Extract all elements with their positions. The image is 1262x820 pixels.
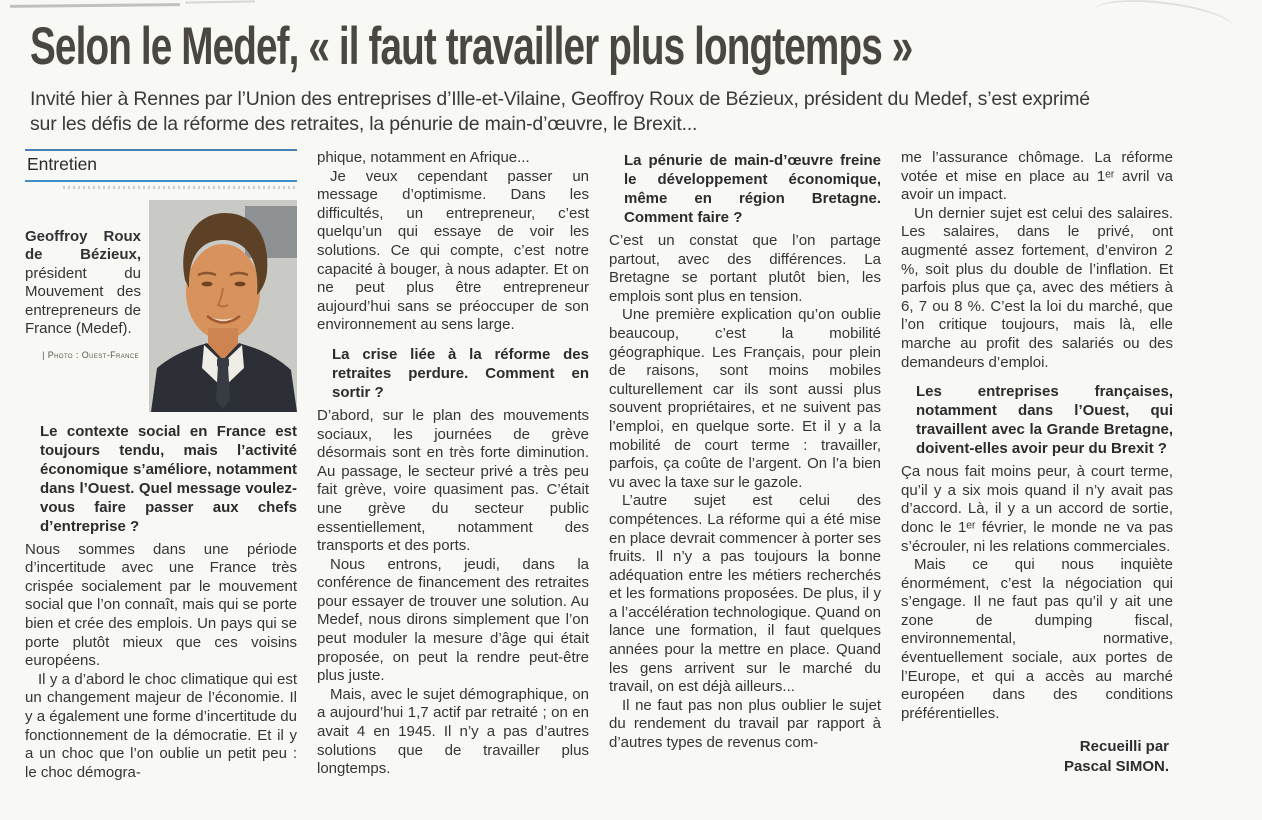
article-column-4	[901, 149, 1173, 782]
article-standfirst: Invité hier à Rennes par l’Union des entreprises d’Ille-et-Vilaine, Geoffroy Roux de Bézieux, président du Medef, s’est exprimé sur les défis de la réforme des retraites, la pénurie de main-d’œuvre, le Brexit...	[30, 88, 1090, 135]
interview-answer: Un dernier sujet est celui des salaires. Les salaires, dans le privé, ont augmenté assez fortement, d’environ 2 %, soit plus du double de l’inflation. Et parfois plus que ça, avec des métiers à 6, 7 ou 8 %. C’est la loi du marché, que l’on critique toujours, mais là, elle marche au profit des salariés ou des demandeurs d’emploi.	[901, 204, 1173, 371]
interview-answer-continuation: phique, notamment en Afrique...	[317, 149, 530, 166]
interview-question: La crise liée à la réforme des retraites perdure. Comment en sortir ?	[332, 345, 589, 401]
portrait-photo	[149, 200, 297, 412]
interview-answer: Mais ce qui nous inquiète énormément, c’est la négociation qui s’engage. Il ne faut pas qu’il y ait une zone de dumping fiscal, environnemental, normative, éventuellement sociale, aux portes de l’Europe, et qui a accès au marché européen dans des conditions préférentielles.	[901, 556, 1173, 722]
interview-answer: Il y a d’abord le choc climatique qui est un changement majeur de l’économie. Il y a également une forme d’incertitude du fonctionnement de la démocratie. Et il y a un choc que l’on oublie un petit peu : le choc démogra-	[25, 670, 297, 781]
interview-question: Les entreprises françaises, notamment dans l’Ouest, qui travaillent avec la Grande Bretagne, doivent-elles avoir peur du Brexit ?	[916, 383, 1173, 458]
byline-prefix: Recueilli par	[1079, 738, 1169, 756]
interview-answer: Nous entrons, jeudi, dans la conférence de financement des retraites pour essayer de trouver une solution. Au Medef, nous dirons simplement que l’on peut moduler la mesure d’âge qui était proposée, on peut la rendre peut-être plus juste.	[317, 555, 589, 685]
interview-answer: Une première explication qu’on oublie beaucoup, c’est la mobilité géographique. Les Français, pour plein de raisons, sont moins mobiles culturellement car ils sont aussi plus souvent propriétaires, et ne suivent pas l’emploi, en quelque sorte. Et il y a la mobilité de court terme : travailler, parfois, ça coûte de l’argent. On l’a bien vu avec la taxe sur le gazole.	[609, 306, 881, 491]
photo-caption-name: Geoffroy Roux de Bézieux,	[25, 227, 141, 264]
interview-answer: Il ne faut pas non plus oublier le sujet du rendement du travail par rapport à d’autres types de revenus com-	[609, 696, 881, 752]
interview-question: La pénurie de main-d’œuvre freine le développement économique, même en région Bretagne. Comment faire ?	[624, 152, 881, 226]
interview-answer: Je veux cependant passer un message d’optimisme. Dans les difficultés, un entrepreneur, c’est quelqu’un qui essaye de voir les solutions. Ce qui compte, c’est notre capacité à bouger, à nous adapter. Et on ne peut plus être entrepreneur aujourd’hui sans se préoccuper de son environnement au sens large.	[317, 167, 589, 334]
photo-caption-role: président du Mouvement des entrepreneurs de France (Medef).	[25, 264, 141, 338]
article-column-2	[317, 149, 589, 782]
interview-answer: Ça nous fait moins peur, à court terme, qu’il y a six mois quand il n’y avait pas d’accord. Là, il y a un accord de sortie, donc le 1ᵉʳ février, le monde ne va pas s’écrouler, ni les relations commerciales.	[901, 463, 1173, 555]
section-kicker: Entretien	[25, 149, 297, 182]
interview-answer: Mais, avec le sujet démographique, on a aujourd’hui 1,7 actif par retraité ; on en avait 4 en 1945. Il n’y a pas d’autres solutions que de travailler plus longtemps.	[317, 685, 589, 778]
interview-answer: Nous sommes dans une période d’incertitude avec une France très crispée socialement par le mouvement social que l’on connaît, mais qui se porte bien et crée des emplois. Un pays qui se porte plutôt mieux que ces voisins européens.	[25, 540, 297, 670]
article-header	[0, 0, 1262, 137]
article-column-1	[25, 149, 297, 782]
interview-answer-continuation: me l’assurance chômage. La réforme votée et mise en place au 1ᵉʳ avril va avoir un impact.	[901, 149, 1173, 204]
scan-microtext-artifact	[63, 186, 298, 189]
article-column-3	[609, 149, 881, 782]
photo-block	[25, 200, 297, 412]
article-headline: Selon le Medef, « il faut travailler plus longtemps »	[30, 17, 913, 76]
article-columns	[25, 149, 1173, 782]
article-byline	[901, 737, 1173, 777]
photo-credit: | Photo : Ouest-France	[42, 349, 139, 360]
interview-answer: C’est un constat que l’on partage partout, avec des différences. La Bretagne se portant plutôt bien, les emplois sont plus en tension.	[609, 232, 881, 305]
interview-answer: L’autre sujet est celui des compétences. La réforme qui a été mise en place devrait commencer à porter ses fruits. Il n’y a pas toujours la bonne adéquation entre les métiers recherchés et les formations proposées. De plus, il y a l’accélération technologique. Quand on lance une formation, il faut quelques années pour la mettre en place. Quand les gens arrivent sur le marché du travail, on est déjà ailleurs...	[609, 492, 881, 696]
interview-question: Le contexte social en France est toujours tendu, mais l’activité économique s’améliore, notamment dans l’Ouest. Quel message voulez-vous faire passer aux chefs d’entreprise ?	[40, 422, 297, 535]
byline-author: Pascal SIMON.	[1063, 758, 1169, 776]
interview-answer: D’abord, sur le plan des mouvements sociaux, les journées de grève désormais sont en très forte diminution. Au passage, le secteur privé a très peu fait grève, voire quasiment pas. C’était une grève du secteur public essentiellement, notamment des transports et des ports.	[317, 406, 589, 555]
photo-caption	[25, 200, 141, 412]
